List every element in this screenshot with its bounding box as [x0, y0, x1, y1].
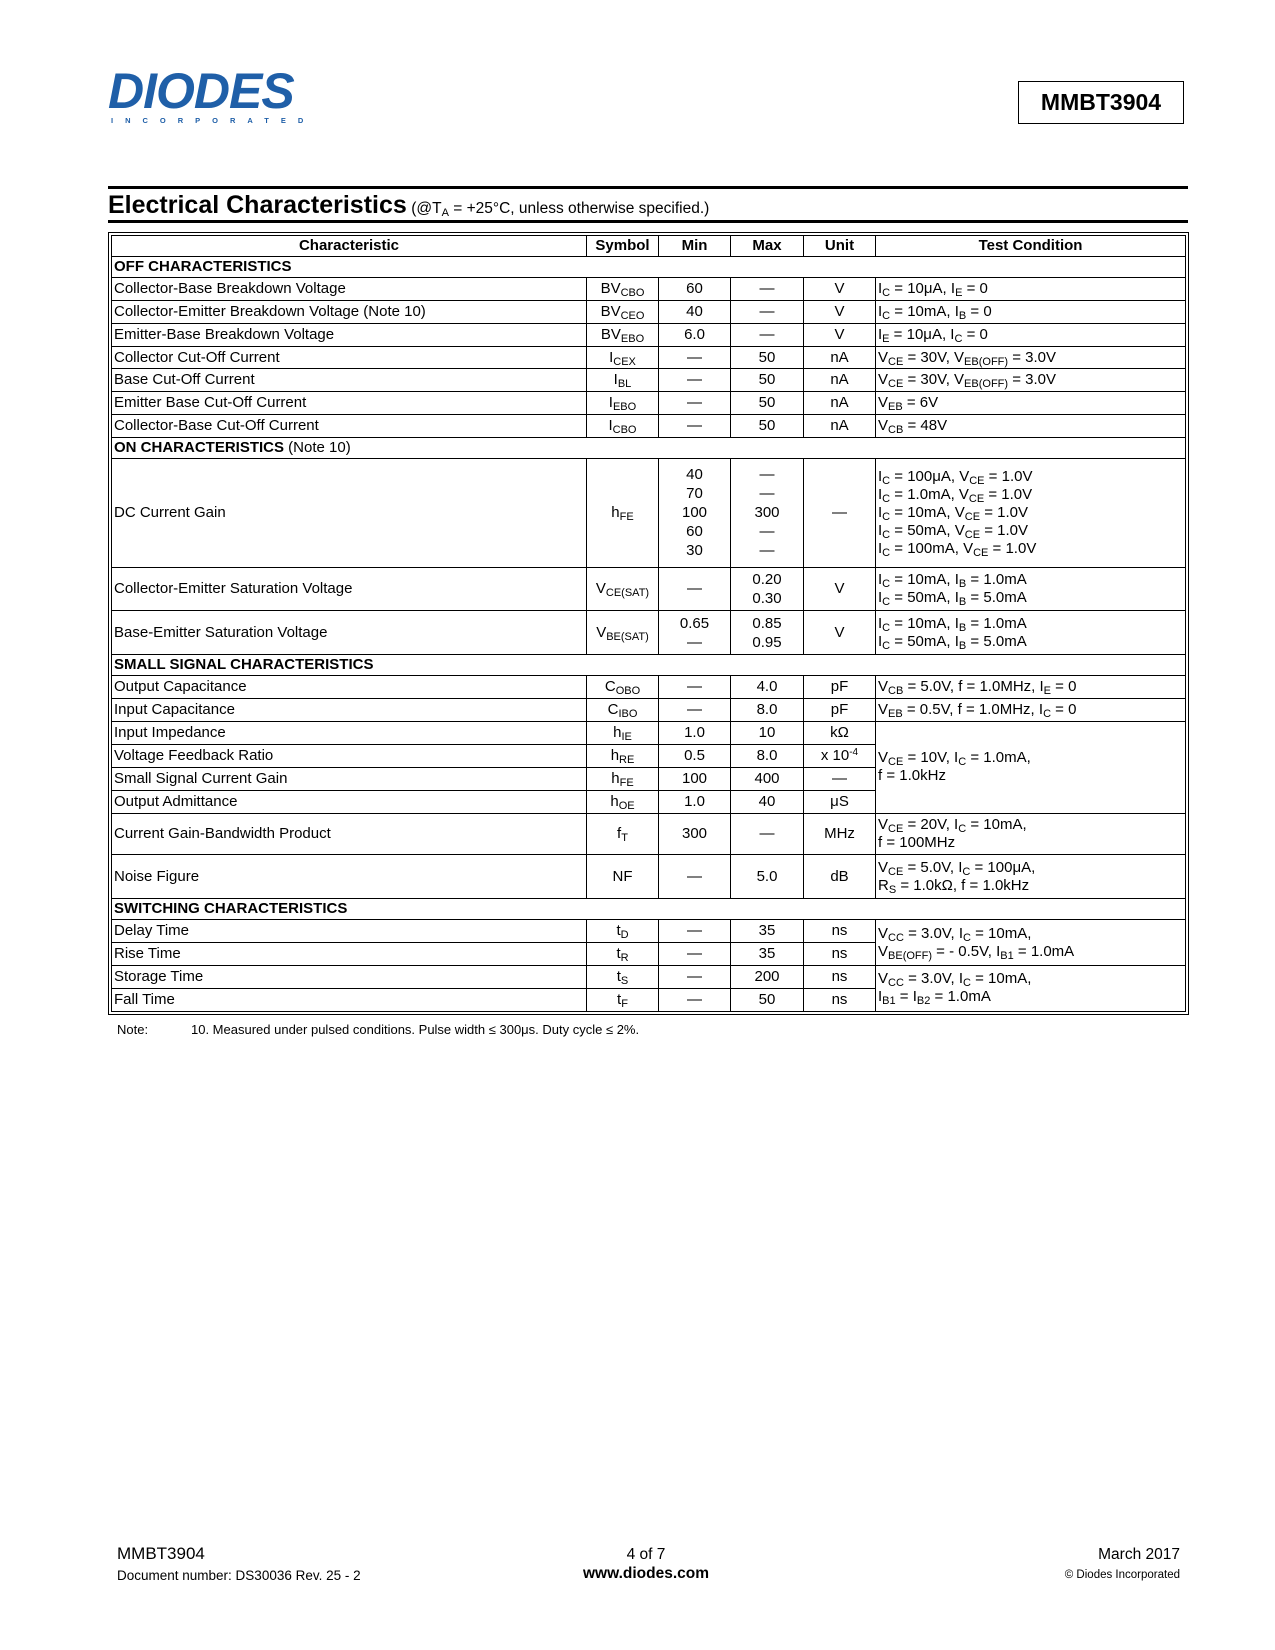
test-condition: [876, 567, 1186, 611]
characteristic: Input Capacitance: [112, 699, 587, 722]
footer-date: March 2017: [1098, 1546, 1180, 1563]
min: —: [659, 920, 731, 943]
unit: nA: [804, 369, 876, 392]
unit: kΩ: [804, 721, 876, 744]
table-row: [112, 415, 1186, 438]
table-row: [112, 256, 1186, 277]
symbol-text: $I_{BL}$: [613, 371, 632, 391]
symbol: [587, 744, 659, 767]
min: —: [659, 346, 731, 369]
test-condition: [876, 323, 1186, 346]
symbol-text: $t_D$: [616, 922, 629, 942]
stacked-values: 0.20 0.30: [752, 571, 782, 607]
characteristic: Base-Emitter Saturation Voltage: [112, 611, 587, 655]
condition-line: $V_{CE} = 10V$, $I_C = 1.0mA$,: [878, 749, 1031, 769]
characteristic: Small Signal Current Gain: [112, 767, 587, 790]
column-header: Test Condition: [876, 236, 1186, 257]
table-row: [112, 277, 1186, 300]
symbol-text: $V_{BE(SAT)}$: [596, 623, 649, 643]
table-row: [112, 813, 1186, 855]
symbol-text: $t_R$: [616, 944, 629, 964]
test-condition: [876, 676, 1186, 699]
column-header: Unit: [804, 236, 876, 257]
section-rule-top: [108, 186, 1188, 189]
max: 50: [731, 346, 804, 369]
logo-text: DIODES: [108, 63, 294, 119]
unit: nA: [804, 415, 876, 438]
section-header-off: OFF CHARACTERISTICS: [112, 256, 1186, 277]
characteristic: Fall Time: [112, 988, 587, 1011]
test-condition: $V_{CE} = 10V$, $I_C = 1.0mA$, f = 1.0kHz: [876, 721, 1186, 813]
min: 1.0: [659, 790, 731, 813]
max: 50: [731, 415, 804, 438]
min: —: [659, 415, 731, 438]
table-row: [112, 855, 1186, 899]
min: —: [659, 965, 731, 988]
characteristic: Collector-Base Cut-Off Current: [112, 415, 587, 438]
max: 40: [731, 790, 804, 813]
footer-part: MMBT3904: [117, 1544, 205, 1563]
condition-line: $V_{CE} = 30V$, $V_{EB(OFF)} = 3.0V$: [878, 348, 1056, 368]
min: —: [659, 988, 731, 1011]
section-rule-bottom: [108, 220, 1188, 223]
condition-line: $I_C = 10\mu A$, $I_E = 0$: [878, 279, 988, 299]
stacked-values: — — 300 — —: [754, 466, 780, 560]
symbol: NF: [587, 855, 659, 899]
diodes-logo: [108, 63, 320, 126]
test-condition: $V_{CE} = 20V$, $I_C = 10mA$, f = 100MHz: [876, 813, 1186, 855]
min: —: [659, 392, 731, 415]
section-title-text: Electrical Characteristics: [108, 191, 407, 219]
characteristic: Emitter-Base Breakdown Voltage: [112, 323, 587, 346]
symbol-text: $h_{OE}$: [610, 792, 635, 812]
max: 10: [731, 721, 804, 744]
condition-line: $I_C = 50mA$, $I_B = 5.0mA$: [878, 589, 1027, 608]
stacked-values: 0.65 —: [679, 614, 710, 651]
condition-line: $V_{EB} = 0.5V$, f = 1.0MHz, $I_C = 0$: [878, 700, 1077, 720]
condition-line: $V_{CE} = 20V$, $I_C = 10mA$,: [878, 816, 1027, 836]
symbol-text: $I_{EBO}$: [608, 394, 637, 414]
min: 300: [659, 813, 731, 855]
footer-page: 4 of 7: [626, 1546, 666, 1563]
min: 60: [659, 277, 731, 300]
min: —: [659, 699, 731, 722]
unit: pF: [804, 699, 876, 722]
symbol: [587, 676, 659, 699]
min: 40: [659, 300, 731, 323]
table-body: [112, 236, 1186, 1012]
max: 5.0: [731, 855, 804, 899]
min: —: [659, 676, 731, 699]
symbol: [587, 943, 659, 966]
symbol-text: $I_{CEX}$: [609, 348, 636, 368]
symbol-text: $h_{FE}$: [611, 769, 634, 789]
condition-line: $I_E = 10\mu A$, $I_C = 0$: [878, 325, 988, 345]
unit: MHz: [804, 813, 876, 855]
unit: V: [804, 323, 876, 346]
symbol: [587, 813, 659, 855]
symbol-text: $t_S$: [616, 967, 629, 987]
table-row: [112, 920, 1186, 943]
symbol: [587, 790, 659, 813]
column-header: Characteristic: [112, 236, 587, 257]
electrical-characteristics-table: [108, 232, 1189, 1015]
table-row: [112, 965, 1186, 988]
condition-line: $V_{EB} = 6V$: [878, 394, 939, 414]
unit: x $10^{-4}$: [804, 744, 876, 767]
table-row: [112, 346, 1186, 369]
test-condition: [876, 699, 1186, 722]
symbol: [587, 965, 659, 988]
characteristic: Collector-Base Breakdown Voltage: [112, 277, 587, 300]
condition-line: $I_C = 100\mu A$, $V_{CE} = 1.0V$: [878, 467, 1033, 487]
condition-line: $I_C = 10mA$, $I_B = 1.0mA$: [878, 571, 1027, 590]
column-header: Symbol: [587, 236, 659, 257]
table-row: [112, 655, 1186, 676]
symbol-text: $BV_{CEO}$: [600, 302, 645, 322]
symbol: [587, 392, 659, 415]
symbol-text: $BV_{EBO}$: [600, 325, 645, 345]
stacked-values: 0.85 0.95: [752, 614, 782, 651]
max: 8.0: [731, 744, 804, 767]
condition-line: $V_{CB} = 48V$: [878, 417, 948, 437]
characteristic: Current Gain-Bandwidth Product: [112, 813, 587, 855]
test-condition: [876, 611, 1186, 655]
max: 35: [731, 943, 804, 966]
max: 35: [731, 920, 804, 943]
min: 100: [659, 767, 731, 790]
test-condition: [876, 459, 1186, 567]
symbol: [587, 721, 659, 744]
condition-line: $V_{CE} = 5.0V$, $I_C = 100\mu A$,: [878, 858, 1036, 878]
min: 0.5: [659, 744, 731, 767]
table-row: [112, 392, 1186, 415]
unit: ns: [804, 988, 876, 1011]
table-row: [112, 567, 1186, 611]
stacked-values: 40 70 100 60 30: [681, 466, 708, 560]
symbol: [587, 323, 659, 346]
unit: pF: [804, 676, 876, 699]
max: 400: [731, 767, 804, 790]
unit: ns: [804, 943, 876, 966]
column-header: Min: [659, 236, 731, 257]
test-condition: [876, 392, 1186, 415]
table-row: [112, 369, 1186, 392]
min: [659, 611, 731, 655]
table-row: [112, 699, 1186, 722]
unit: V: [804, 611, 876, 655]
max: —: [731, 323, 804, 346]
symbol-text: $C_{OBO}$: [604, 678, 641, 698]
unit: V: [804, 277, 876, 300]
test-condition: [876, 415, 1186, 438]
characteristic: Delay Time: [112, 920, 587, 943]
condition-line: $V_{CB} = 5.0V$, f = 1.0MHz, $I_E = 0$: [878, 678, 1077, 698]
symbol: [587, 415, 659, 438]
condition-line: $I_C = 10mA$, $V_{CE} = 1.0V$: [878, 503, 1028, 523]
logo-subtext: INCORPORATED: [111, 116, 316, 125]
min: —: [659, 855, 731, 899]
symbol: [587, 920, 659, 943]
table-row: [112, 676, 1186, 699]
section-header-on: ON CHARACTERISTICS (Note 10): [112, 438, 1186, 459]
condition-line: $V_{CE} = 30V$, $V_{EB(OFF)} = 3.0V$: [878, 371, 1056, 391]
min: [659, 459, 731, 567]
min: —: [659, 567, 731, 611]
condition-line: $I_C = 50mA$, $I_B = 5.0mA$: [878, 632, 1027, 652]
part-number-box: MMBT3904: [1018, 81, 1184, 124]
symbol: [587, 699, 659, 722]
condition-line: $I_{B1} = I_{B2} = 1.0mA$: [878, 988, 991, 1008]
table-row: [112, 721, 1186, 744]
characteristic: Emitter Base Cut-Off Current: [112, 392, 587, 415]
condition-line: $V_{CC} = 3.0V$, $I_C = 10mA$,: [878, 924, 1032, 944]
characteristic: Storage Time: [112, 965, 587, 988]
characteristic: Output Capacitance: [112, 676, 587, 699]
symbol: [587, 459, 659, 567]
symbol-text: $BV_{CBO}$: [600, 279, 645, 299]
max: 4.0: [731, 676, 804, 699]
table-row: [112, 611, 1186, 655]
test-condition: [876, 369, 1186, 392]
characteristic: Noise Figure: [112, 855, 587, 899]
characteristic: Base Cut-Off Current: [112, 369, 587, 392]
condition-line: $R_S = 1.0k\Omega$, f = 1.0kHz: [878, 876, 1030, 896]
max: 50: [731, 988, 804, 1011]
test-condition: [876, 920, 1186, 966]
table-row: [112, 899, 1186, 920]
symbol: [587, 988, 659, 1011]
characteristic: Voltage Feedback Ratio: [112, 744, 587, 767]
symbol-text: $h_{FE}$: [611, 503, 634, 523]
unit: μS: [804, 790, 876, 813]
symbol: [587, 611, 659, 655]
condition-line: $I_C = 100mA$, $V_{CE} = 1.0V$: [878, 539, 1037, 559]
characteristic: Collector-Emitter Breakdown Voltage (Note 10): [112, 300, 587, 323]
max: [731, 611, 804, 655]
max: 200: [731, 965, 804, 988]
symbol: [587, 567, 659, 611]
condition-line: $I_C = 1.0mA$, $V_{CE} = 1.0V$: [878, 485, 1033, 505]
table-row: [112, 459, 1186, 567]
section-header-small-signal: SMALL SIGNAL CHARACTERISTICS: [112, 655, 1186, 676]
section-title: [108, 191, 709, 220]
min: 1.0: [659, 721, 731, 744]
unit: —: [804, 459, 876, 567]
symbol: [587, 300, 659, 323]
note-text: 10. Measured under pulsed conditions. Pulse width ≤ 300μs. Duty cycle ≤ 2%.: [191, 1022, 640, 1037]
symbol-text: $t_F$: [617, 990, 628, 1010]
symbol: [587, 767, 659, 790]
table-row: [112, 438, 1186, 459]
unit: nA: [804, 392, 876, 415]
min: 6.0: [659, 323, 731, 346]
footer-doc-number: Document number: DS30036 Rev. 25 - 2: [117, 1568, 361, 1583]
symbol-text: $h_{IE}$: [613, 723, 632, 743]
unit: —: [804, 767, 876, 790]
symbol-text: $f_T$: [617, 825, 628, 845]
max: 8.0: [731, 699, 804, 722]
min: —: [659, 369, 731, 392]
unit: nA: [804, 346, 876, 369]
max: —: [731, 300, 804, 323]
characteristic: Collector Cut-Off Current: [112, 346, 587, 369]
condition-line: $I_C = 10mA$, $I_B = 0$: [878, 302, 992, 322]
footer-copyright: © Diodes Incorporated: [1064, 1569, 1180, 1581]
max: [731, 459, 804, 567]
unit: V: [804, 300, 876, 323]
symbol: [587, 369, 659, 392]
note-label: Note:: [117, 1022, 149, 1037]
min: —: [659, 943, 731, 966]
characteristic: Output Admittance: [112, 790, 587, 813]
test-condition: [876, 300, 1186, 323]
test-condition: [876, 346, 1186, 369]
condition-line: $I_C = 50mA$, $V_{CE} = 1.0V$: [878, 521, 1028, 541]
symbol-text: $V_{CE(SAT)}$: [595, 580, 650, 599]
characteristic: Rise Time: [112, 943, 587, 966]
symbol: [587, 346, 659, 369]
test-condition: [876, 277, 1186, 300]
unit: ns: [804, 920, 876, 943]
table-row: [112, 323, 1186, 346]
column-header: Max: [731, 236, 804, 257]
characteristic: DC Current Gain: [112, 459, 587, 567]
unit: ns: [804, 965, 876, 988]
test-condition: [876, 965, 1186, 1011]
characteristic: Collector-Emitter Saturation Voltage: [112, 567, 587, 611]
section-header-switching: SWITCHING CHARACTERISTICS: [112, 899, 1186, 920]
condition-line: $V_{BE(OFF)}$ = - 0.5V, $I_{B1} = 1.0mA$: [878, 942, 1075, 962]
max: 50: [731, 392, 804, 415]
unit: V: [804, 567, 876, 611]
table-header-row: [112, 236, 1186, 257]
section-condition: ($@T_A = +25^\circ C$, unless otherwise specified.): [411, 200, 710, 219]
condition-line: $I_C = 10mA$, $I_B = 1.0mA$: [878, 614, 1027, 634]
footer-website[interactable]: www.diodes.com: [582, 1565, 710, 1582]
max: 50: [731, 369, 804, 392]
condition-line: $V_{CC} = 3.0V$, $I_C = 10mA$,: [878, 970, 1032, 990]
symbol: [587, 277, 659, 300]
max: [731, 567, 804, 611]
characteristic: Input Impedance: [112, 721, 587, 744]
symbol-text: $h_{RE}$: [610, 746, 635, 766]
max: —: [731, 813, 804, 855]
symbol-text: $C_{IBO}$: [607, 700, 638, 720]
symbol-text: $I_{CBO}$: [608, 417, 637, 437]
max: —: [731, 277, 804, 300]
table-row: [112, 300, 1186, 323]
test-condition: [876, 855, 1186, 899]
unit: dB: [804, 855, 876, 899]
